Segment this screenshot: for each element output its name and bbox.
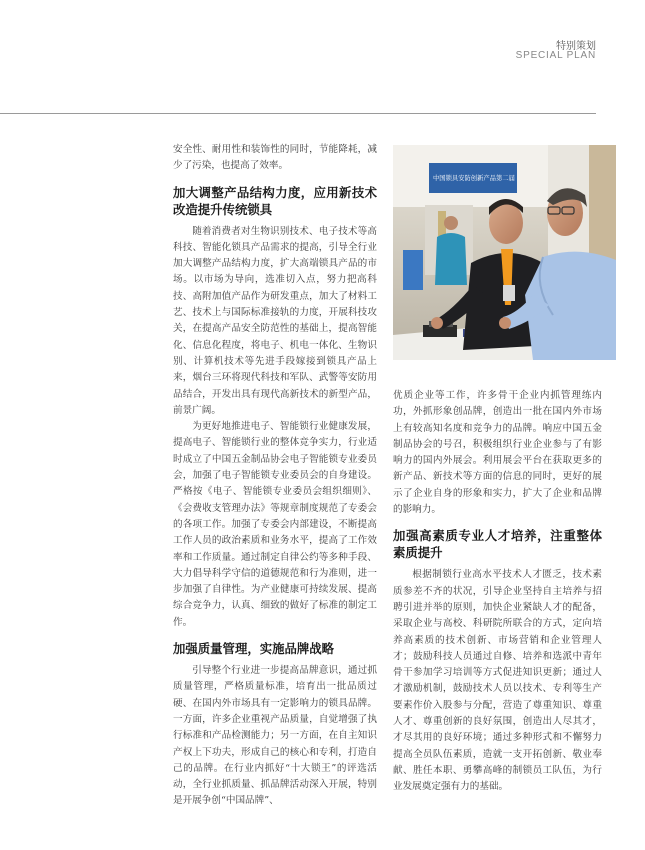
section-title-english: SPECIAL PLAN [515,50,596,61]
right-column [393,388,602,796]
left-column [173,142,377,810]
paragraph-talent: 根据制锁行业高水平技术人才匮乏，技术素质参差不齐的状况，引导企业坚持自主培养与招聘引进并举的原则，加快企业紧缺人才的配备，采取企业与高校、科研院所联合的方式，定向培养高素质的技术创新、市场营销和企业管理人才；鼓励科技人员通过自修、培养和选派中青年骨干参加学习培训等方式促进知识更新；通过人才激励机制，鼓励技术人员以技术、专利等生产要素作价入股参与分配，营造了尊重知识、尊重人才、尊重创新的良好氛围，创造出人尽其才，才尽其用的良好环境；通过多种形式和不懈努力提高全员队伍素质，造就一支开拓创新、敬业奉献、胜任本职、勇攀高峰的制锁员工队伍，为行业发展奠定强有力的基础。 [393,569,602,793]
paragraph-committee: 为更好地推进电子、智能锁行业健康发展，提高电子、智能锁行业的整体竞争实力，行业适时成立了中国五金制品协会电子智能锁专业委员会，加强了电子智能锁专业委员会的自身建设。严格按《电子、智能锁专业委员会组织细则》、《会费收支管理办法》等规章制度规范了专委会的各项工作。加强了专委会内部建设，不断提高工作人员的政治素质和业务水平，提高了工作效率和工作质量。通过制定自律公约等多种手段、大力倡导科学守信的道德规范和行为准则，进一步加强了自律性。为产业健康可持续发展、提高综合竞争力，认真、细致的做好了标准的制定工作。 [173,421,377,628]
section-title: 特别策划 [556,41,596,52]
exhibition-photo [393,145,616,360]
booth-banner-text: 中国锁具安防创新产品第二届 [433,175,515,182]
heading-talent-training: 加强高素质专业人才培养，注重整体素质提升 [393,528,602,561]
paragraph-brand-awareness: 引导整个行业进一步提高品牌意识，通过抓质量管理，严格质量标准，培育出一批品质过硬、在国内外市场具有一定影响力的锁具品牌。一方面，许多企业重视产品质量，自觉增强了执行标准和产品检测能力；另一方面，在自主知识产权上下功夫，形成自己的核心和专利，打造自己的品牌。在行业内抓好“十大锁王”的评选活动，全行业抓质量、抓品牌活动深入开展，特别是开展争创“中国品牌”、 [173,665,377,807]
heading-quality-brand: 加强质量管理，实施品牌战略 [173,641,335,657]
heading-product-structure: 加大调整产品结构力度，应用新技术改造提升传统锁具 [173,184,377,217]
intro-paragraph: 安全性、耐用性和装饰性的同时，节能降耗，减少了污染，也提高了效率。 [173,144,377,172]
paragraph-quality-enterprises: 优质企业等工作，许多骨干企业内抓管理练内功，外抓形象创品牌，创造出一批在国内外市场上有较高知名度和竞争力的品牌。响应中国五金制品协会的号召，积极组织行业企业参与了有影响力的国内外展会。利用展会平台在获取更多的新产品、新技术等方面的信息的同时，更好的展示了企业自身的形象和实力，扩大了企业和品牌的影响力。 [393,390,602,516]
header-divider [0,113,596,114]
paragraph-high-tech: 随着消费者对生物识别技术、电子技术等高科技、智能化锁具产品需求的提高，引导全行业加大调整产品结构力度，扩大高端锁具产品的市场。以市场为导向，选准切入点，努力把高科技、高附加值产品作为研发重点，加大了材料工艺、技术上与国际标准接轨的力度，开展科技攻关，在提高产品安全防范性的基础上，提高智能化、信息化程度，将电子、机电一体化、生物识别、计算机技术等先进手段嫁接到锁具产品上来，烟台三环将现代科技和军队、武警等安防用品结合，开发出具有现代高新技术的新型产品，前景广阔。 [173,225,377,416]
